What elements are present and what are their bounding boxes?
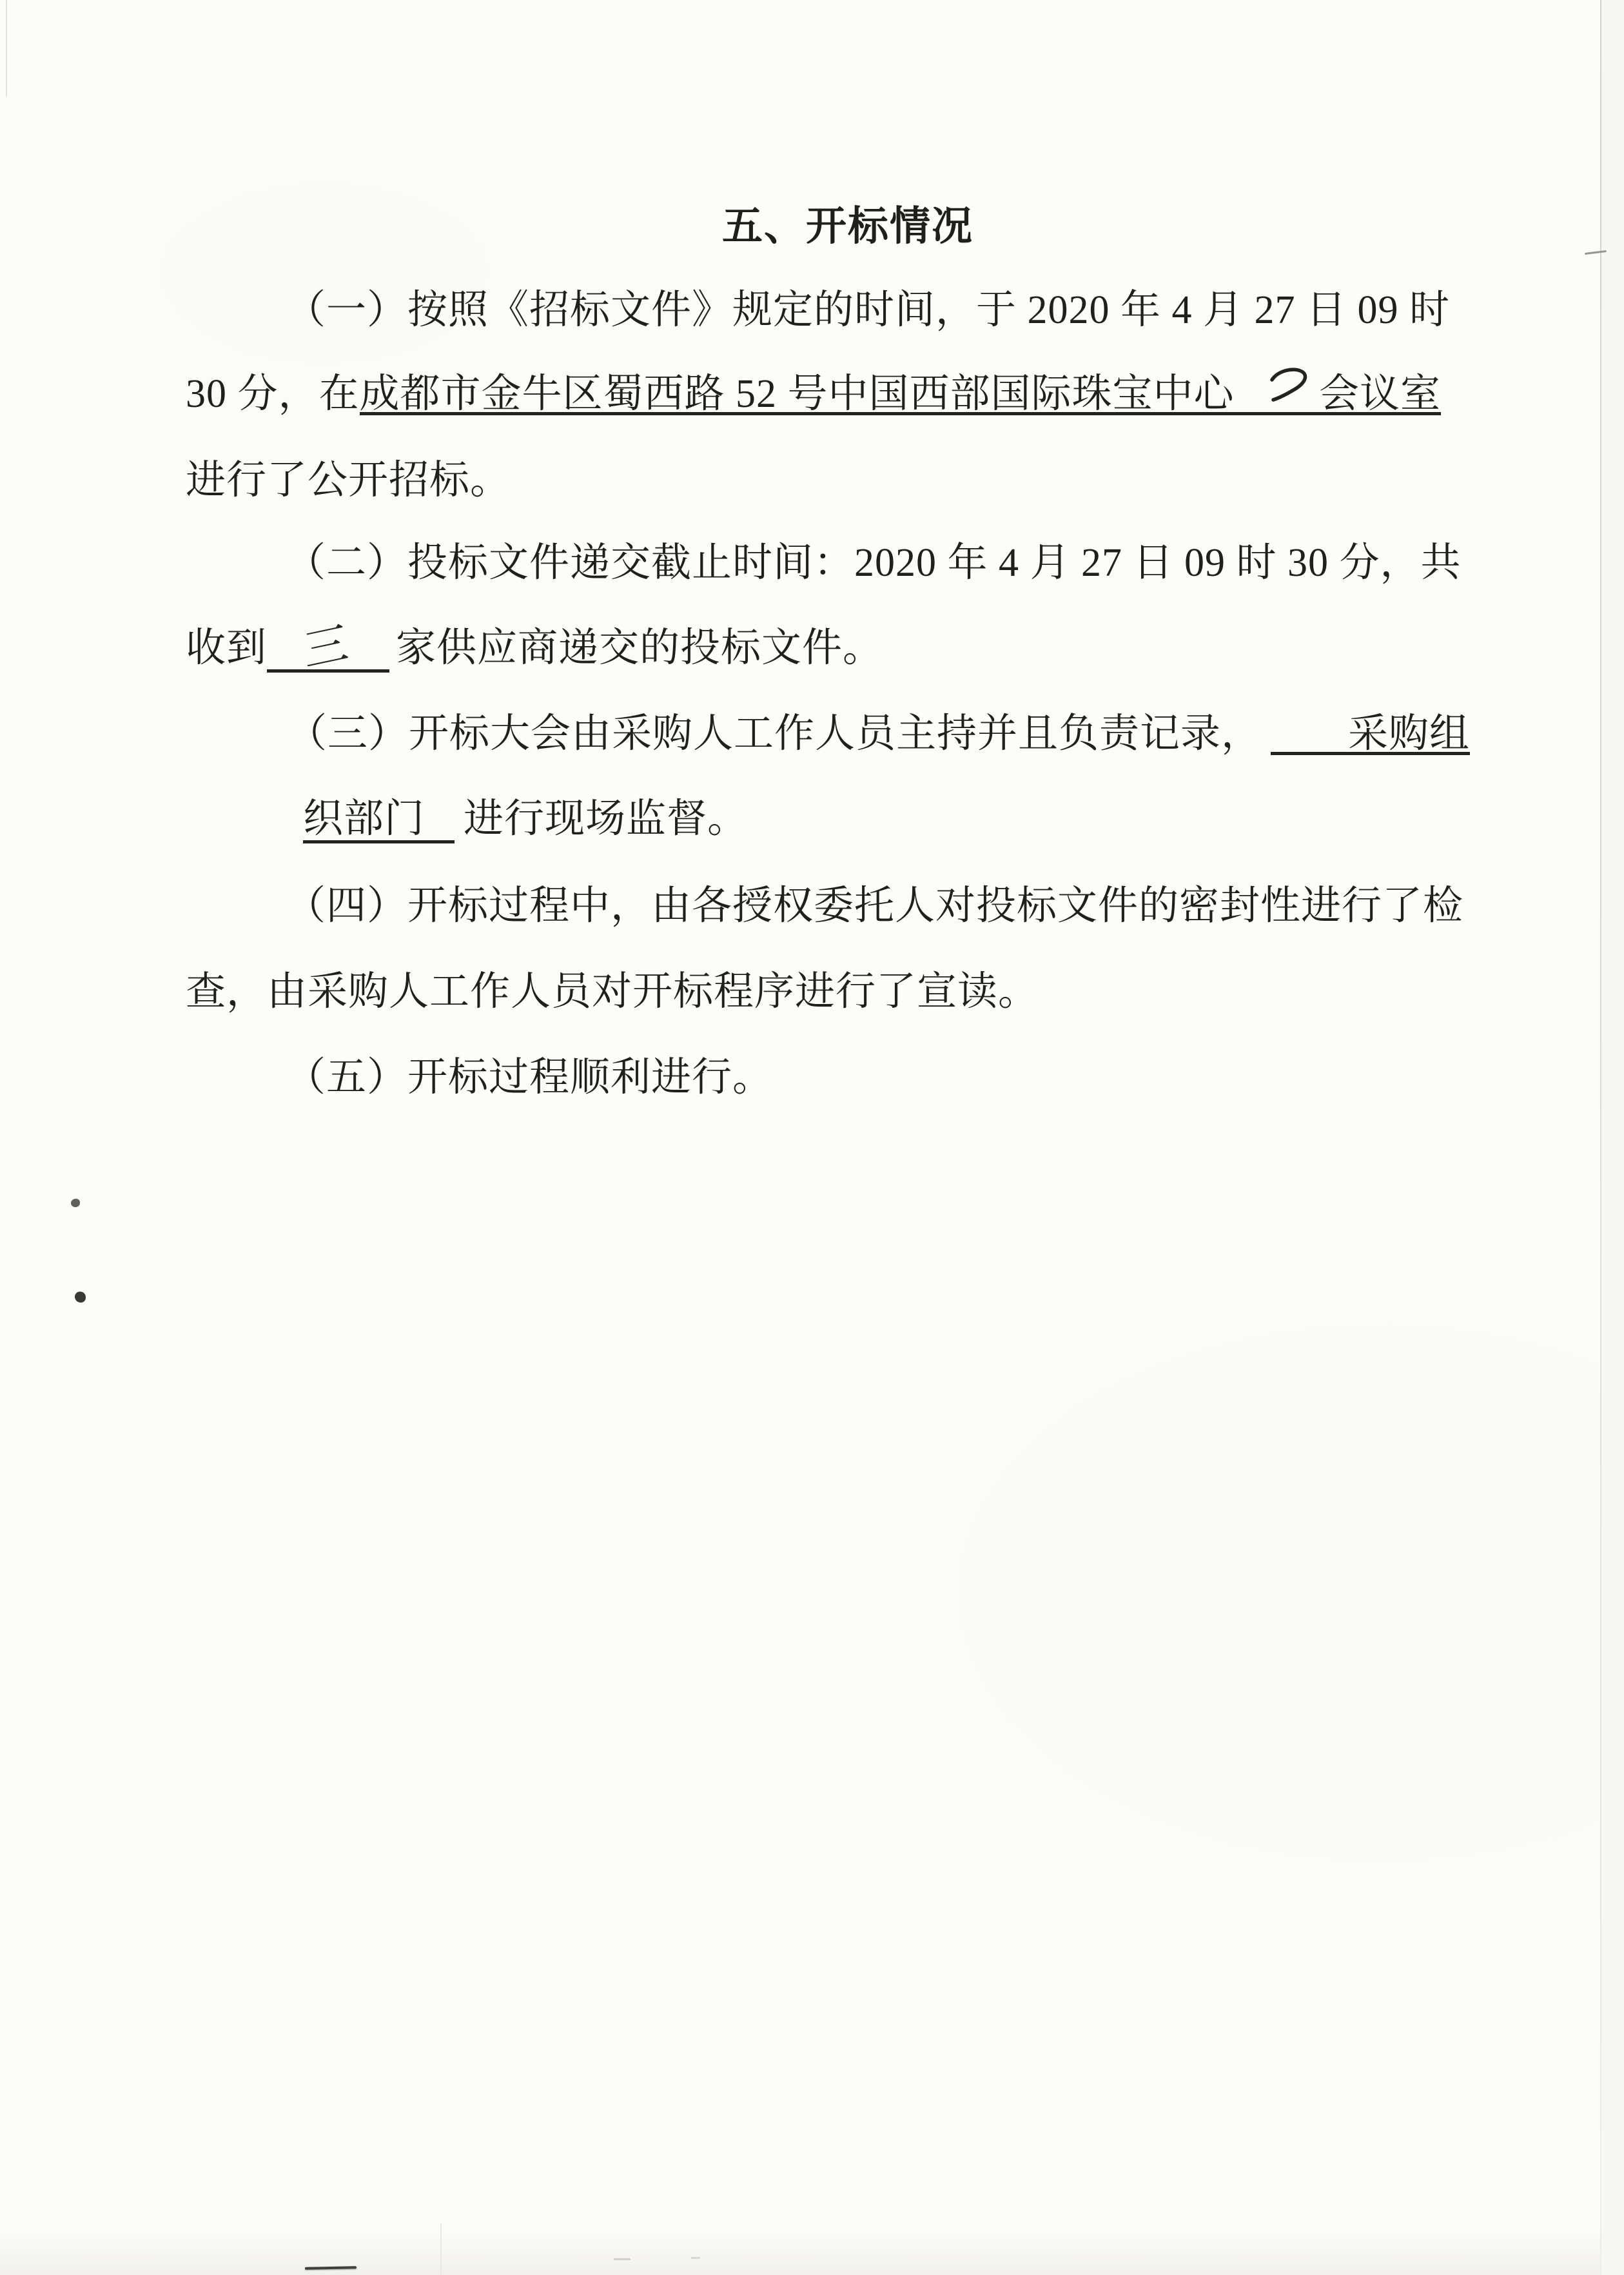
scan-bottom-line bbox=[440, 2223, 442, 2275]
para1-line2-prefix: 30 分，在 bbox=[186, 372, 360, 416]
meeting-room-underlined-text: 会议室 bbox=[1318, 372, 1441, 416]
para3-line2 bbox=[303, 798, 748, 840]
handwritten-three-mark: 三 bbox=[301, 618, 351, 678]
para5-line1: （五）开标过程顺利进行。 bbox=[286, 1056, 774, 1099]
para2-line2 bbox=[186, 618, 884, 678]
para1-line3: 进行了公开招标。 bbox=[186, 458, 511, 502]
underline-blank-gap bbox=[1235, 373, 1267, 412]
scan-page-edge-line bbox=[1600, 0, 1601, 2275]
org-underlined-text: 采购组 bbox=[1348, 712, 1471, 756]
handwritten-2-mark bbox=[1267, 367, 1314, 404]
supplier-count-blank bbox=[267, 618, 389, 678]
para2-line2-suffix: 家供应商递交的投标文件。 bbox=[396, 626, 884, 670]
para4-line1: （四）开标过程中，由各授权委托人对投标文件的密封性进行了检 bbox=[286, 884, 1464, 928]
venue-underlined-text: 成都市金牛区蜀西路 52 号中国西部国际珠宝中心 bbox=[359, 372, 1235, 416]
para4-line2: 查，由采购人工作人员对开标程序进行了宣读。 bbox=[186, 970, 1039, 1014]
para3-line2-suffix: 进行现场监督。 bbox=[464, 797, 748, 841]
para3-line1-text: （三）开标大会由采购人工作人员主持并且负责记录， bbox=[287, 712, 1262, 756]
scan-dash bbox=[691, 2257, 700, 2259]
para2-line2-prefix: 收到 bbox=[186, 626, 268, 670]
para3-line1 bbox=[287, 712, 1471, 756]
page-title: 五、开标情况 bbox=[722, 204, 973, 249]
scan-left-edge-line bbox=[6, 0, 7, 97]
venue-underlined-group bbox=[360, 373, 1441, 415]
para2-line1: （二）投标文件递交截止时间：2020 年 4 月 27 日 09 时 30 分，共 bbox=[286, 541, 1462, 585]
org-underline-blank bbox=[1271, 713, 1348, 755]
dept-underlined-text: 织部门 bbox=[303, 798, 455, 843]
scan-dash bbox=[614, 2258, 631, 2260]
para1-line1: （一）按照《招标文件》规定的时间，于 2020 年 4 月 27 日 09 时 bbox=[286, 288, 1451, 332]
ink-speck bbox=[75, 1292, 86, 1303]
para1-line2 bbox=[186, 373, 1441, 415]
scan-smudge bbox=[305, 2266, 357, 2270]
ink-speck bbox=[71, 1199, 80, 1207]
scan-right-margin-strip bbox=[1601, 0, 1624, 2275]
